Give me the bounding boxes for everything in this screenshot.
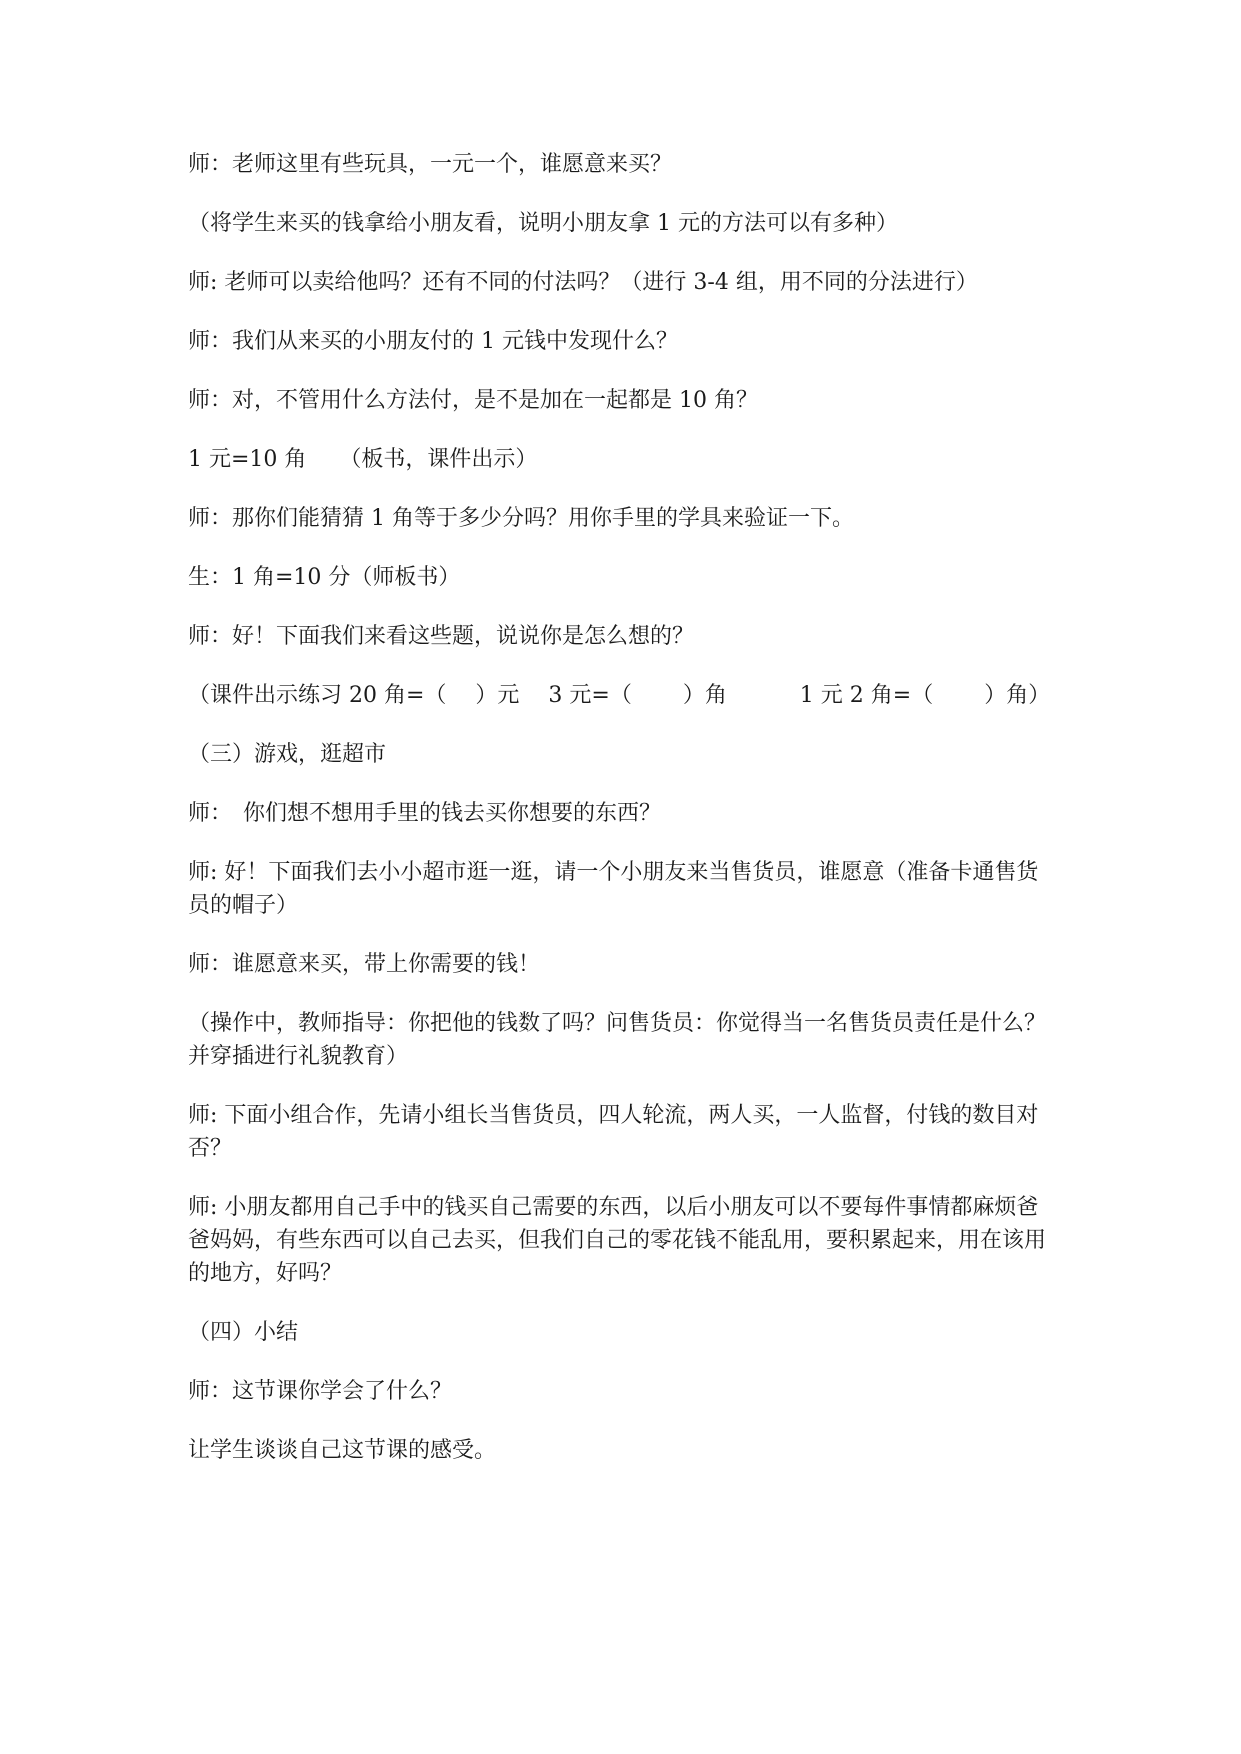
paragraph-supermarket: 师: 好！下面我们去小小超市逛一逛，请一个小朋友来当售货员，谁愿意（准备卡通售货员的帽子） <box>188 860 1039 918</box>
paragraph-guess-fen: 师：那你们能猜猜 1 角等于多少分吗？用你手里的学具来验证一下。 <box>188 506 854 531</box>
paragraph-want-buy: 师： 你们想不想用手里的钱去买你想要的东西？ <box>188 801 662 826</box>
paragraph-who-buys: 师：谁愿意来买，带上你需要的钱！ <box>188 952 541 977</box>
paragraph-discover: 师：我们从来买的小朋友付的 1 元钱中发现什么？ <box>188 329 678 354</box>
paragraph-exercise: （课件出示练习 20 角=（ ）元 3 元=（ ）角 1 元 2 角=（ ）角） <box>188 683 1051 708</box>
paragraph-jiao-equals-fen: 生：1 角=10 分（师板书） <box>188 565 461 590</box>
section-heading-summary: （四）小结 <box>188 1320 299 1345</box>
paragraph-yuan-equals-jiao: 1 元=10 角 （板书，课件出示） <box>188 447 538 472</box>
paragraph-show-money: （将学生来买的钱拿给小朋友看，说明小朋友拿 1 元的方法可以有多种） <box>188 211 898 236</box>
paragraph-own-money: 师: 小朋友都用自己手中的钱买自己需要的东西，以后小朋友可以不要每件事情都麻烦爸爸妈妈，有些东西可以自己去买，但我们自己的零花钱不能乱用，要积累起来，用在该用的地方，好吗？ <box>188 1195 1047 1286</box>
paragraph-sell-question: 师: 老师可以卖给他吗？还有不同的付法吗？（进行 3-4 组，用不同的分法进行） <box>188 270 978 295</box>
paragraph-feelings: 让学生谈谈自己这节课的感受。 <box>188 1438 497 1463</box>
paragraph-teacher-toys: 师：老师这里有些玩具，一元一个，谁愿意来买？ <box>188 152 673 177</box>
paragraph-group-work: 师: 下面小组合作，先请小组长当售货员，四人轮流，两人买，一人监督，付钱的数目对否？ <box>188 1103 1039 1161</box>
paragraph-look-questions: 师：好！下面我们来看这些题，说说你是怎么想的？ <box>188 624 695 649</box>
section-heading-game: （三）游戏，逛超市 <box>188 742 387 767</box>
paragraph-what-learned: 师：这节课你学会了什么？ <box>188 1379 453 1404</box>
document-page <box>188 148 1058 1493</box>
paragraph-ten-jiao: 师：对，不管用什么方法付，是不是加在一起都是 10 角？ <box>188 388 758 413</box>
paragraph-operation: （操作中，教师指导：你把他的钱数了吗？问售货员：你觉得当一名售货员责任是什么？并穿插进行礼貌教育） <box>188 1011 1047 1069</box>
